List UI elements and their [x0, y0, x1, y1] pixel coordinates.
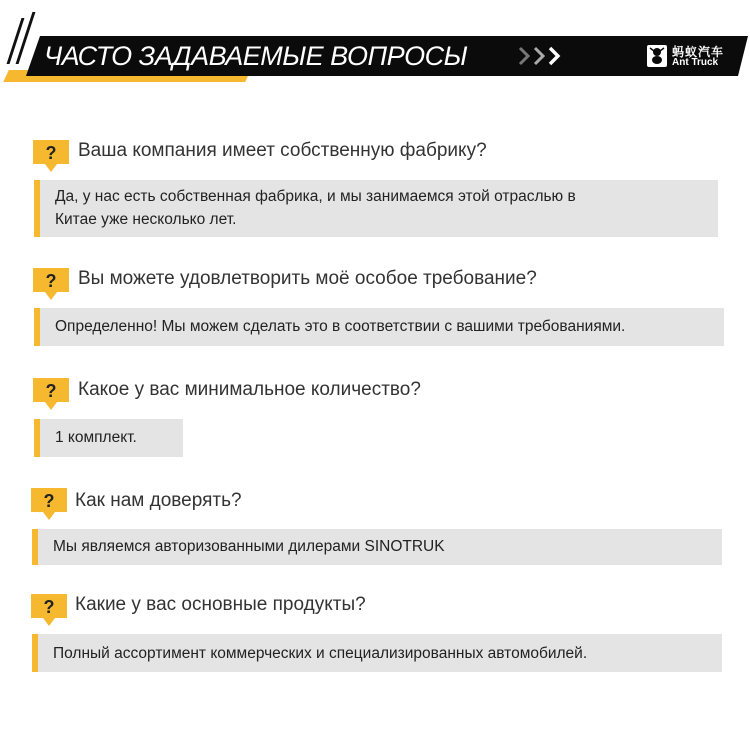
faq-answer [34, 419, 183, 457]
faq-answer [34, 180, 718, 237]
svg-text:?: ? [45, 381, 57, 401]
faq-question: Как нам доверять? [75, 490, 242, 511]
faq-question: Какое у вас минимальное количество? [78, 379, 421, 400]
question-mark-icon [33, 378, 69, 412]
svg-text:?: ? [43, 491, 55, 511]
brand-logo [646, 42, 742, 70]
question-mark-icon [31, 488, 67, 522]
faq-answer-line: 1 комплект. [55, 429, 137, 446]
faq-answer [34, 308, 724, 346]
faq-answer-line: Полный ассортимент коммерческих и специализированных автомобилей. [53, 645, 588, 662]
logo-english-text: Ant Truck [672, 57, 719, 68]
ant-logo-icon [646, 44, 668, 68]
faq-answer-line: Да, у нас есть собственная фабрика, и мы занимаемся этой отраслью в [55, 188, 576, 205]
logo-chinese-text: 蚂蚁汽车 [672, 45, 725, 59]
faq-answer-line: Китае уже несколько лет. [55, 211, 237, 228]
decorative-slash [16, 12, 36, 64]
faq-answer [32, 634, 722, 672]
question-mark-icon [33, 268, 69, 302]
chevrons-right-icon [517, 44, 569, 68]
svg-text:?: ? [45, 271, 57, 291]
page-title: ЧАСТО ЗАДАВАЕМЫЕ ВОПРОСЫ [44, 41, 468, 71]
faq-question: Вы можете удовлетворить моё особое требование? [78, 268, 537, 289]
faq-answer [32, 529, 722, 565]
faq-answer-line: Определенно! Мы можем сделать это в соответствии с вашими требованиями. [55, 318, 626, 335]
svg-text:?: ? [45, 143, 57, 163]
faq-question: Какие у вас основные продукты? [75, 594, 366, 615]
faq-answer-line: Мы являемся авторизованными дилерами SINOTRUK [53, 538, 445, 555]
svg-text:?: ? [43, 597, 55, 617]
faq-question: Ваша компания имеет собственную фабрику? [78, 140, 487, 161]
question-mark-icon [33, 140, 69, 174]
question-mark-icon [31, 594, 67, 628]
